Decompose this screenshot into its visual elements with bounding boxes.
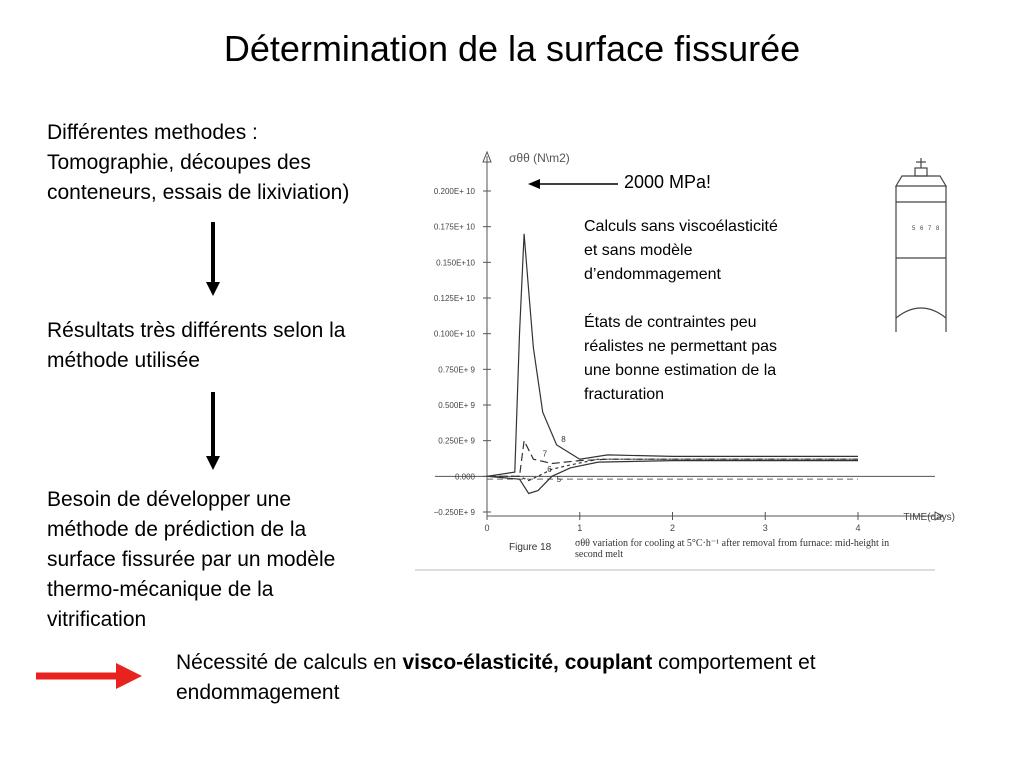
series-label-7: 7 <box>542 449 548 459</box>
methods-text <box>47 118 427 208</box>
methods-line: Tomographie, découpes des <box>47 151 311 174</box>
calc-annotation <box>584 215 834 287</box>
need-line: Besoin de développer une <box>47 488 292 511</box>
need-line: méthode de prédiction de la <box>47 518 307 541</box>
figure-caption-text: σθθ variation for cooling at 5°C·h⁻¹ after removal from furnace: mid-height in second melt <box>575 538 890 560</box>
series-line-7 <box>487 441 858 477</box>
x-tick-label: 1 <box>577 523 583 533</box>
figure-caption-box <box>575 538 915 568</box>
conclusion-bold: visco-élasticité, couplant <box>402 651 653 674</box>
x-tick-label: 0 <box>484 523 490 533</box>
y-axis-label: σθθ (N\m2) <box>509 151 570 165</box>
results-line: méthode utilisée <box>47 349 200 372</box>
y-tick-label: −0.250E+ 9 <box>433 508 475 517</box>
figure-caption-label: Figure 18 <box>509 542 552 553</box>
results-text <box>47 316 417 376</box>
gauge-label: 5 <box>912 226 916 232</box>
y-tick-label: 0.150E+10 <box>436 258 475 268</box>
container-diagram <box>890 158 954 338</box>
gauge-label: 6 <box>920 226 924 232</box>
x-tick-label: 3 <box>762 523 768 533</box>
y-tick-label: 0.125E+ 10 <box>433 294 475 303</box>
need-line: vitrification <box>47 608 147 631</box>
series-line-6 <box>487 459 858 480</box>
etats-line: réalistes ne permettant pas <box>584 338 777 355</box>
etats-line: fracturation <box>584 386 665 403</box>
series-label-5: 5 <box>556 475 562 485</box>
methods-line: Différentes methodes : <box>47 121 258 144</box>
gauge-label: 8 <box>936 226 940 232</box>
calc-line: d’endommagement <box>584 266 721 283</box>
y-tick-label: 0.500E+ 9 <box>438 401 475 410</box>
peak-pointer-arrow <box>528 176 620 192</box>
down-arrow-icon <box>203 222 223 298</box>
y-tick-label: 0.100E+ 10 <box>433 329 475 339</box>
down-arrow-icon <box>203 392 223 472</box>
y-tick-label: 0.750E+ 9 <box>438 365 475 375</box>
methods-line: conteneurs, essais de lixiviation) <box>47 181 350 204</box>
peak-annotation: 2000 MPa! <box>624 172 712 192</box>
y-tick-label: 0.200E+ 10 <box>433 187 475 196</box>
need-line: thermo-mécanique de la <box>47 578 274 601</box>
conclusion-text <box>176 648 976 708</box>
x-axis-label: TIME(days) <box>903 512 955 523</box>
conclusion-pre: Nécessité de calculs en <box>176 651 403 674</box>
results-line: Résultats très différents selon la <box>47 319 346 342</box>
y-tick-label: 0.250E+ 9 <box>438 436 475 446</box>
calc-line: et sans modèle <box>584 242 693 259</box>
series-label-6: 6 <box>547 465 552 475</box>
etats-line: une bonne estimation de la <box>584 362 777 379</box>
conclusion-arrow-icon <box>36 660 144 692</box>
x-tick-label: 4 <box>855 523 861 533</box>
calc-line: Calculs sans viscoélasticité <box>584 218 778 235</box>
etats-line: États de contraintes peu <box>584 314 757 331</box>
conclusion-post: comportement et endommagement <box>176 651 816 704</box>
y-tick-label: 0.000 <box>454 472 475 482</box>
y-tick-label: 0.175E+ 10 <box>433 222 475 232</box>
x-tick-label: 2 <box>669 523 676 533</box>
need-text <box>47 485 407 635</box>
need-line: surface fissurée par un modèle <box>47 548 336 571</box>
gauge-label: 7 <box>928 226 932 232</box>
series-label-8: 8 <box>561 435 566 445</box>
series-line-5 <box>487 461 858 494</box>
slide-title: Détermination de la surface fissurée <box>223 28 801 69</box>
etats-annotation <box>584 311 834 407</box>
